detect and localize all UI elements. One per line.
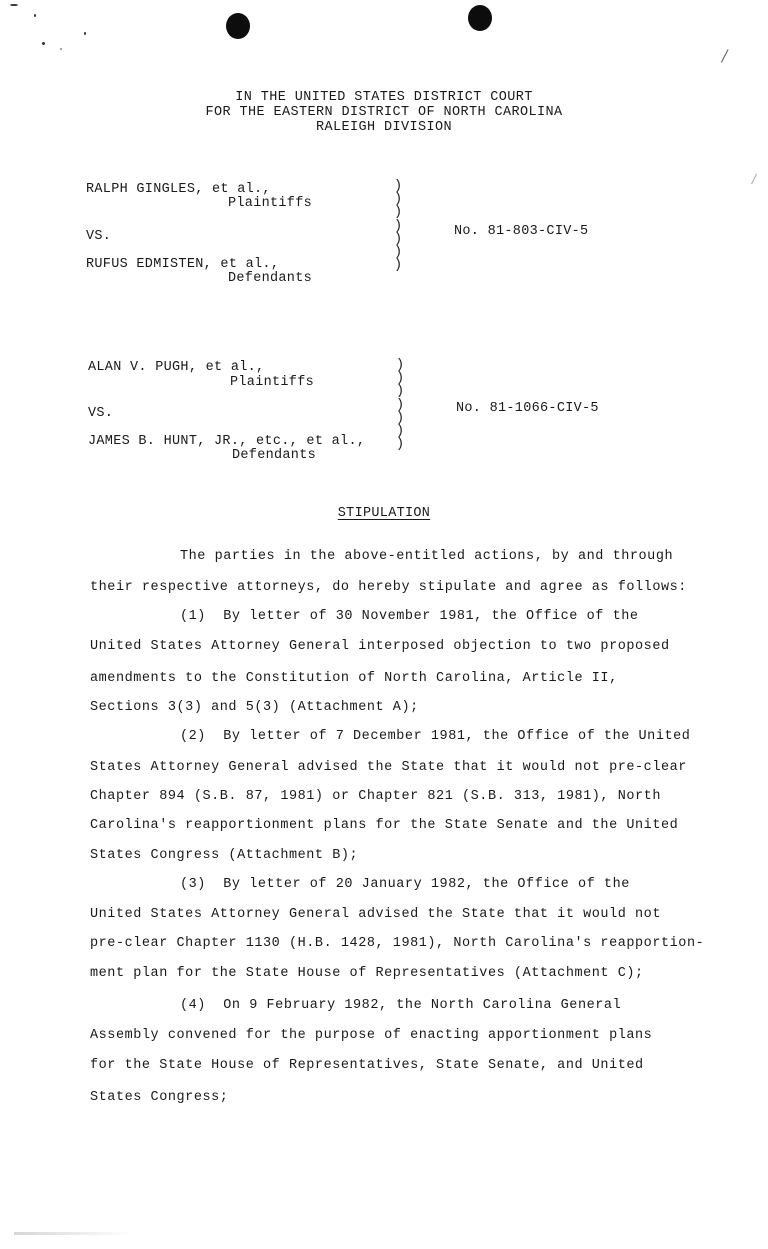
scan-speck (10, 4, 18, 6)
case2-paren-column: ) ) ) ) ) ) ) (396, 358, 405, 453)
paragraph-1-line: Sections 3(3) and 5(3) (Attachment A); (90, 700, 419, 715)
case1-plaintiff: RALPH GINGLES, et al., (86, 182, 271, 197)
paragraph-4-line: States Congress; (90, 1090, 229, 1105)
scan-speck (84, 32, 86, 35)
case2-plaintiff: ALAN V. PUGH, et al., (88, 360, 265, 375)
paragraph-2-line: States Attorney General advised the State that it would not pre-clear (90, 760, 687, 775)
paragraph-3-line: pre-clear Chapter 1130 (H.B. 1428, 1981), North Carolina's reapportion- (90, 936, 705, 951)
paragraph-3-line: (3) By letter of 20 January 1982, the Office of the (180, 877, 630, 892)
case1-defendant-role: Defendants (228, 271, 313, 286)
punch-hole-right (468, 5, 492, 31)
case2-defendant-role: Defendants (232, 448, 317, 463)
paragraph-1-line: United States Attorney General interposed objection to two proposed (90, 639, 670, 654)
paragraph-1-line: (1) By letter of 30 November 1981, the Office of the (180, 609, 639, 624)
paragraph-2-line: States Congress (Attachment B); (90, 848, 359, 863)
paragraph-2-line: (2) By letter of 7 December 1981, the Office of the United (180, 729, 691, 744)
scan-speck (34, 14, 36, 17)
scan-smudge (14, 1232, 134, 1235)
intro-line: their respective attorneys, do hereby stipulate and agree as follows: (90, 580, 687, 595)
paragraph-3-line: ment plan for the State House of Representatives (Attachment C); (90, 966, 644, 981)
paragraph-2-line: Chapter 894 (S.B. 87, 1981) or Chapter 821 (S.B. 313, 1981), North (90, 789, 661, 804)
paragraph-1-line: amendments to the Constitution of North Carolina, Article II, (90, 671, 618, 686)
paragraph-4-line: Assembly convened for the purpose of enacting apportionment plans (90, 1028, 653, 1043)
case1-versus: VS. (86, 229, 112, 244)
case2-number: No. 81-1066-CIV-5 (456, 401, 599, 416)
paragraph-3-line: United States Attorney General advised the State that it would not (90, 907, 661, 922)
document-title (0, 506, 768, 521)
case2-plaintiff-role: Plaintiffs (230, 375, 315, 390)
case1-defendant: RUFUS EDMISTEN, et al., (86, 257, 280, 272)
case1-plaintiff-role: Plaintiffs (228, 196, 313, 211)
punch-hole-left (226, 13, 250, 39)
paragraph-4-line: (4) On 9 February 1982, the North Carolina General (180, 998, 622, 1013)
intro-line: The parties in the above-entitled actions, by and through (180, 549, 674, 564)
margin-check-mark: / (722, 46, 728, 65)
paragraph-2-line: Carolina's reapportionment plans for the State Senate and the United (90, 818, 679, 833)
case1-paren-column: ) ) ) ) ) ) ) (394, 179, 403, 274)
paragraph-4-line: for the State House of Representatives, State Senate, and United (90, 1058, 644, 1073)
court-heading-line-1: IN THE UNITED STATES DISTRICT COURT (235, 90, 533, 105)
document-title-text: STIPULATION (337, 506, 431, 521)
case2-defendant: JAMES B. HUNT, JR., etc., et al., (88, 434, 366, 449)
case2-versus: VS. (88, 406, 114, 421)
scan-speck (42, 42, 45, 45)
case1-number: No. 81-803-CIV-5 (454, 224, 589, 239)
court-heading-line-2: FOR THE EASTERN DISTRICT OF NORTH CAROLINA (205, 105, 563, 120)
court-heading-line-3: RALEIGH DIVISION (315, 120, 453, 135)
margin-check-mark: / (752, 172, 757, 186)
scan-speck (60, 48, 62, 50)
